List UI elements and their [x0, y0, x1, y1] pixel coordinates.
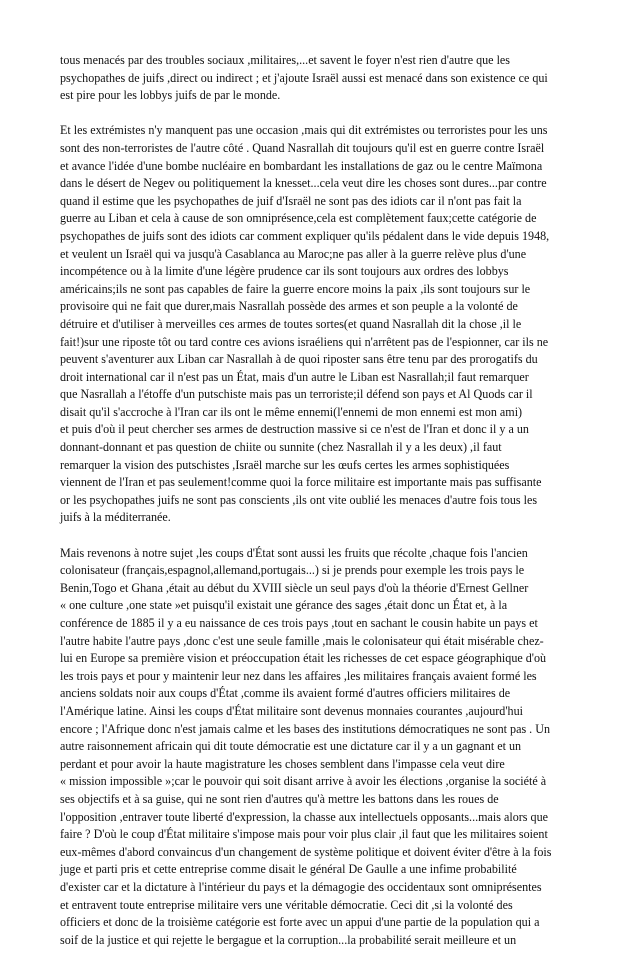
text-line: d'exister car et la dictature à l'intérieur du pays et la démagogie des occidentaux sont omniprésentes: [60, 879, 542, 894]
text-line: et avance l'idée d'une bombe nucléaire en bombardant les installations de gaz ou le centre Maïmona: [60, 158, 543, 173]
text-line: psychopathes de juifs ,direct ou indirect ; et j'ajoute Israël aussi est menacé dans son existence ce qui: [60, 70, 548, 85]
text-line: anciens soldats noir aux coups d'État ,comme ils avaient formé d'autres officiers militaires de: [60, 686, 511, 701]
text-line: sont des non-terroristes de l'autre côté . Quand Nasrallah dit toujours qu'il est en guerre contre Israël: [60, 140, 545, 155]
text-line: soif de la justice et qui rejette le bergague et la corruption...la probabilité serait meilleure et un: [60, 932, 517, 947]
text-line: ses objectifs et à sa guise, qui ne sont rien d'autres qu'à mettre les battons dans les roues de: [60, 791, 499, 806]
text-line: Et les extrémistes n'y manquent pas une occasion ,mais qui dit extrémistes ou terroristes pour les uns: [60, 123, 548, 138]
text-line: Mais revenons à notre sujet ,les coups d'État sont aussi les fruits que récolte ,chaque fois l'ancien: [60, 545, 528, 560]
text-line: et puis d'où il peut chercher ses armes de destruction massive si ce n'est de l'Iran et donc il y a un: [60, 422, 529, 437]
text-line: officiers et donc de la troisième catégorie est forte avec un appui d'une partie de la population qui a: [60, 915, 540, 930]
text-line: juifs à la méditerranée.: [60, 510, 171, 525]
text-line: incompétence ou à la limite d'une légère prudence car ils sont toujours aux ordres des lobbys: [60, 264, 509, 279]
text-line: remarquer la vision des putschistes ,Israël marche sur les œufs certes les armes sophistiquées: [60, 457, 510, 472]
text-line: dans le désert de Negev ou politiquement la knesset...cela veut dire les choses sont dures...par contre: [60, 176, 547, 191]
text-line: est pire pour les lobbys juifs de par le monde.: [60, 88, 281, 103]
text-line: or les psychopathes juifs ne sont pas conscients ,ils ont vite oublié les menaces d'autre fois tous les: [60, 492, 538, 507]
text-line: quand il estime que les psychopathes de juif d'Israël ne sont pas des idiots car il n'ont pas fait la: [60, 193, 522, 208]
paragraph: [60, 545, 580, 950]
text-line: et veulent un Israël qui va jusqu'à Casablanca au Maroc;ne pas aller à la guerre relève plus d'une: [60, 246, 527, 261]
text-line: américains;ils ne sont pas capables de faire la guerre encore moins la paix ,ils sont toujours sur le: [60, 281, 531, 296]
text-line: droit international car il n'est pas un État, mais d'un autre le Liban est Nasrallah;il faut remarquer: [60, 369, 529, 384]
text-line: l'Amérique latine. Ainsi les coups d'État militaire sont devenus monnaies courantes ,aujourd'hui: [60, 703, 523, 718]
text-line: « one culture ,one state »et puisqu'il existait une gérance des sages ,était donc un État et, à la: [60, 598, 508, 613]
text-line: perdant et pour avoir la haute magistrature les choses semblent dans l'impasse cela veut dire: [60, 756, 505, 771]
text-line: viennent de l'Iran et pas seulement!comme quoi la force militaire est importante mais pas suffisante: [60, 475, 542, 490]
text-line: eux-mêmes d'abord convaincus d'un changement de système politique et doivent éviter d'être à la fois: [60, 844, 552, 859]
text-line: tous menacés par des troubles sociaux ,militaires,...et savent le foyer n'est rien d'autre que les: [60, 53, 511, 67]
paragraph: [60, 122, 580, 527]
text-line: que Nasrallah a l'étoffe d'un putschiste mais pas un terroriste;il défend son pays et Al Quods car il: [60, 387, 533, 402]
text-line: l'opposition ,entraver toute liberté d'expression, la chasse aux intellectuels opposants...mais alors que: [60, 809, 548, 824]
text-line: lui en Europe sa première vision et préoccupation était les richesses de cet espace géographique d'où: [60, 651, 547, 666]
text-line: faire ? D'où le coup d'État militaire s'impose mais pour voir plus clair ,il faut que les militaires soient: [60, 827, 548, 842]
text-line: Benin,Togo et Ghana ,était au début du XVIII siècle un seul pays d'où la théorie d'Ernest Gellner: [60, 580, 529, 595]
text-line: peuvent s'aventurer aux Liban car Nasrallah à de quoi riposter sans être tenu par des prorogatifs du: [60, 352, 538, 367]
document-page: [60, 52, 580, 967]
text-line: les trois pays et pour y maintenir leur nez dans les affaires ,les militaires français avaient formé les: [60, 668, 537, 683]
text-line: colonisateur (français,espagnol,allemand,portugais...) si je prends pour exemple les trois pays le: [60, 563, 525, 578]
text-line: et entravent toute entreprise militaire vers une véritable démocratie. Ceci dit ,si la volonté des: [60, 897, 513, 912]
text-line: provisoire qui ne fait que durer,mais Nasrallah possède des armes et son peuple a la volonté de: [60, 299, 518, 314]
text-line: disait qu'il s'accroche à l'Iran car ils ont le même ennemi(l'ennemi de mon ennemi est mon ami): [60, 404, 523, 419]
text-line: l'autre habite l'autre pays ,donc c'est une seule famille ,mais le colonisateur qui était misérable chez-: [60, 633, 544, 648]
text-line: psychopathes de juifs sont des idiots car comment expliquer qu'ils pédalent dans le vide depuis 1948,: [60, 228, 550, 243]
text-line: fait!)sur une riposte tôt ou tard contre ces avions israéliens qui n'arrêtent pas de l'espionner, car ils ne: [60, 334, 549, 349]
text-line: donnant-donnant et pas question de chiite ou sunnite (chez Nasrallah il y a les deux) ,il faut: [60, 440, 502, 455]
text-line: juge et parti pris et cette entreprise comme disait le général De Gaulle a une infime probabilité: [60, 862, 517, 877]
text-line: autre raisonnement africain qui dit toute démocratie est une dictature car il y a un gagnant et un: [60, 739, 522, 754]
text-line: conférence de 1885 il y a eu naissance de ces trois pays ,tout en sachant le cousin habite un pays et: [60, 616, 538, 630]
text-line: encore ; l'Afrique donc n'est jamais calme et les bases des institutions démocratiques ne sont pas . Un: [60, 721, 550, 736]
paragraph: [60, 52, 580, 105]
text-line: détruire et d'utiliser à merveilles ces armes de toutes sortes(et quand Nasrallah dit la chose ,il le: [60, 316, 522, 331]
text-line: « mission impossible »;car le pouvoir qui soit disant arrive à avoir les élections ,organise la société à: [60, 774, 547, 789]
text-line: guerre au Liban et cela à cause de son omniprésence,cela est complètement faux;cette catégorie de: [60, 211, 537, 226]
